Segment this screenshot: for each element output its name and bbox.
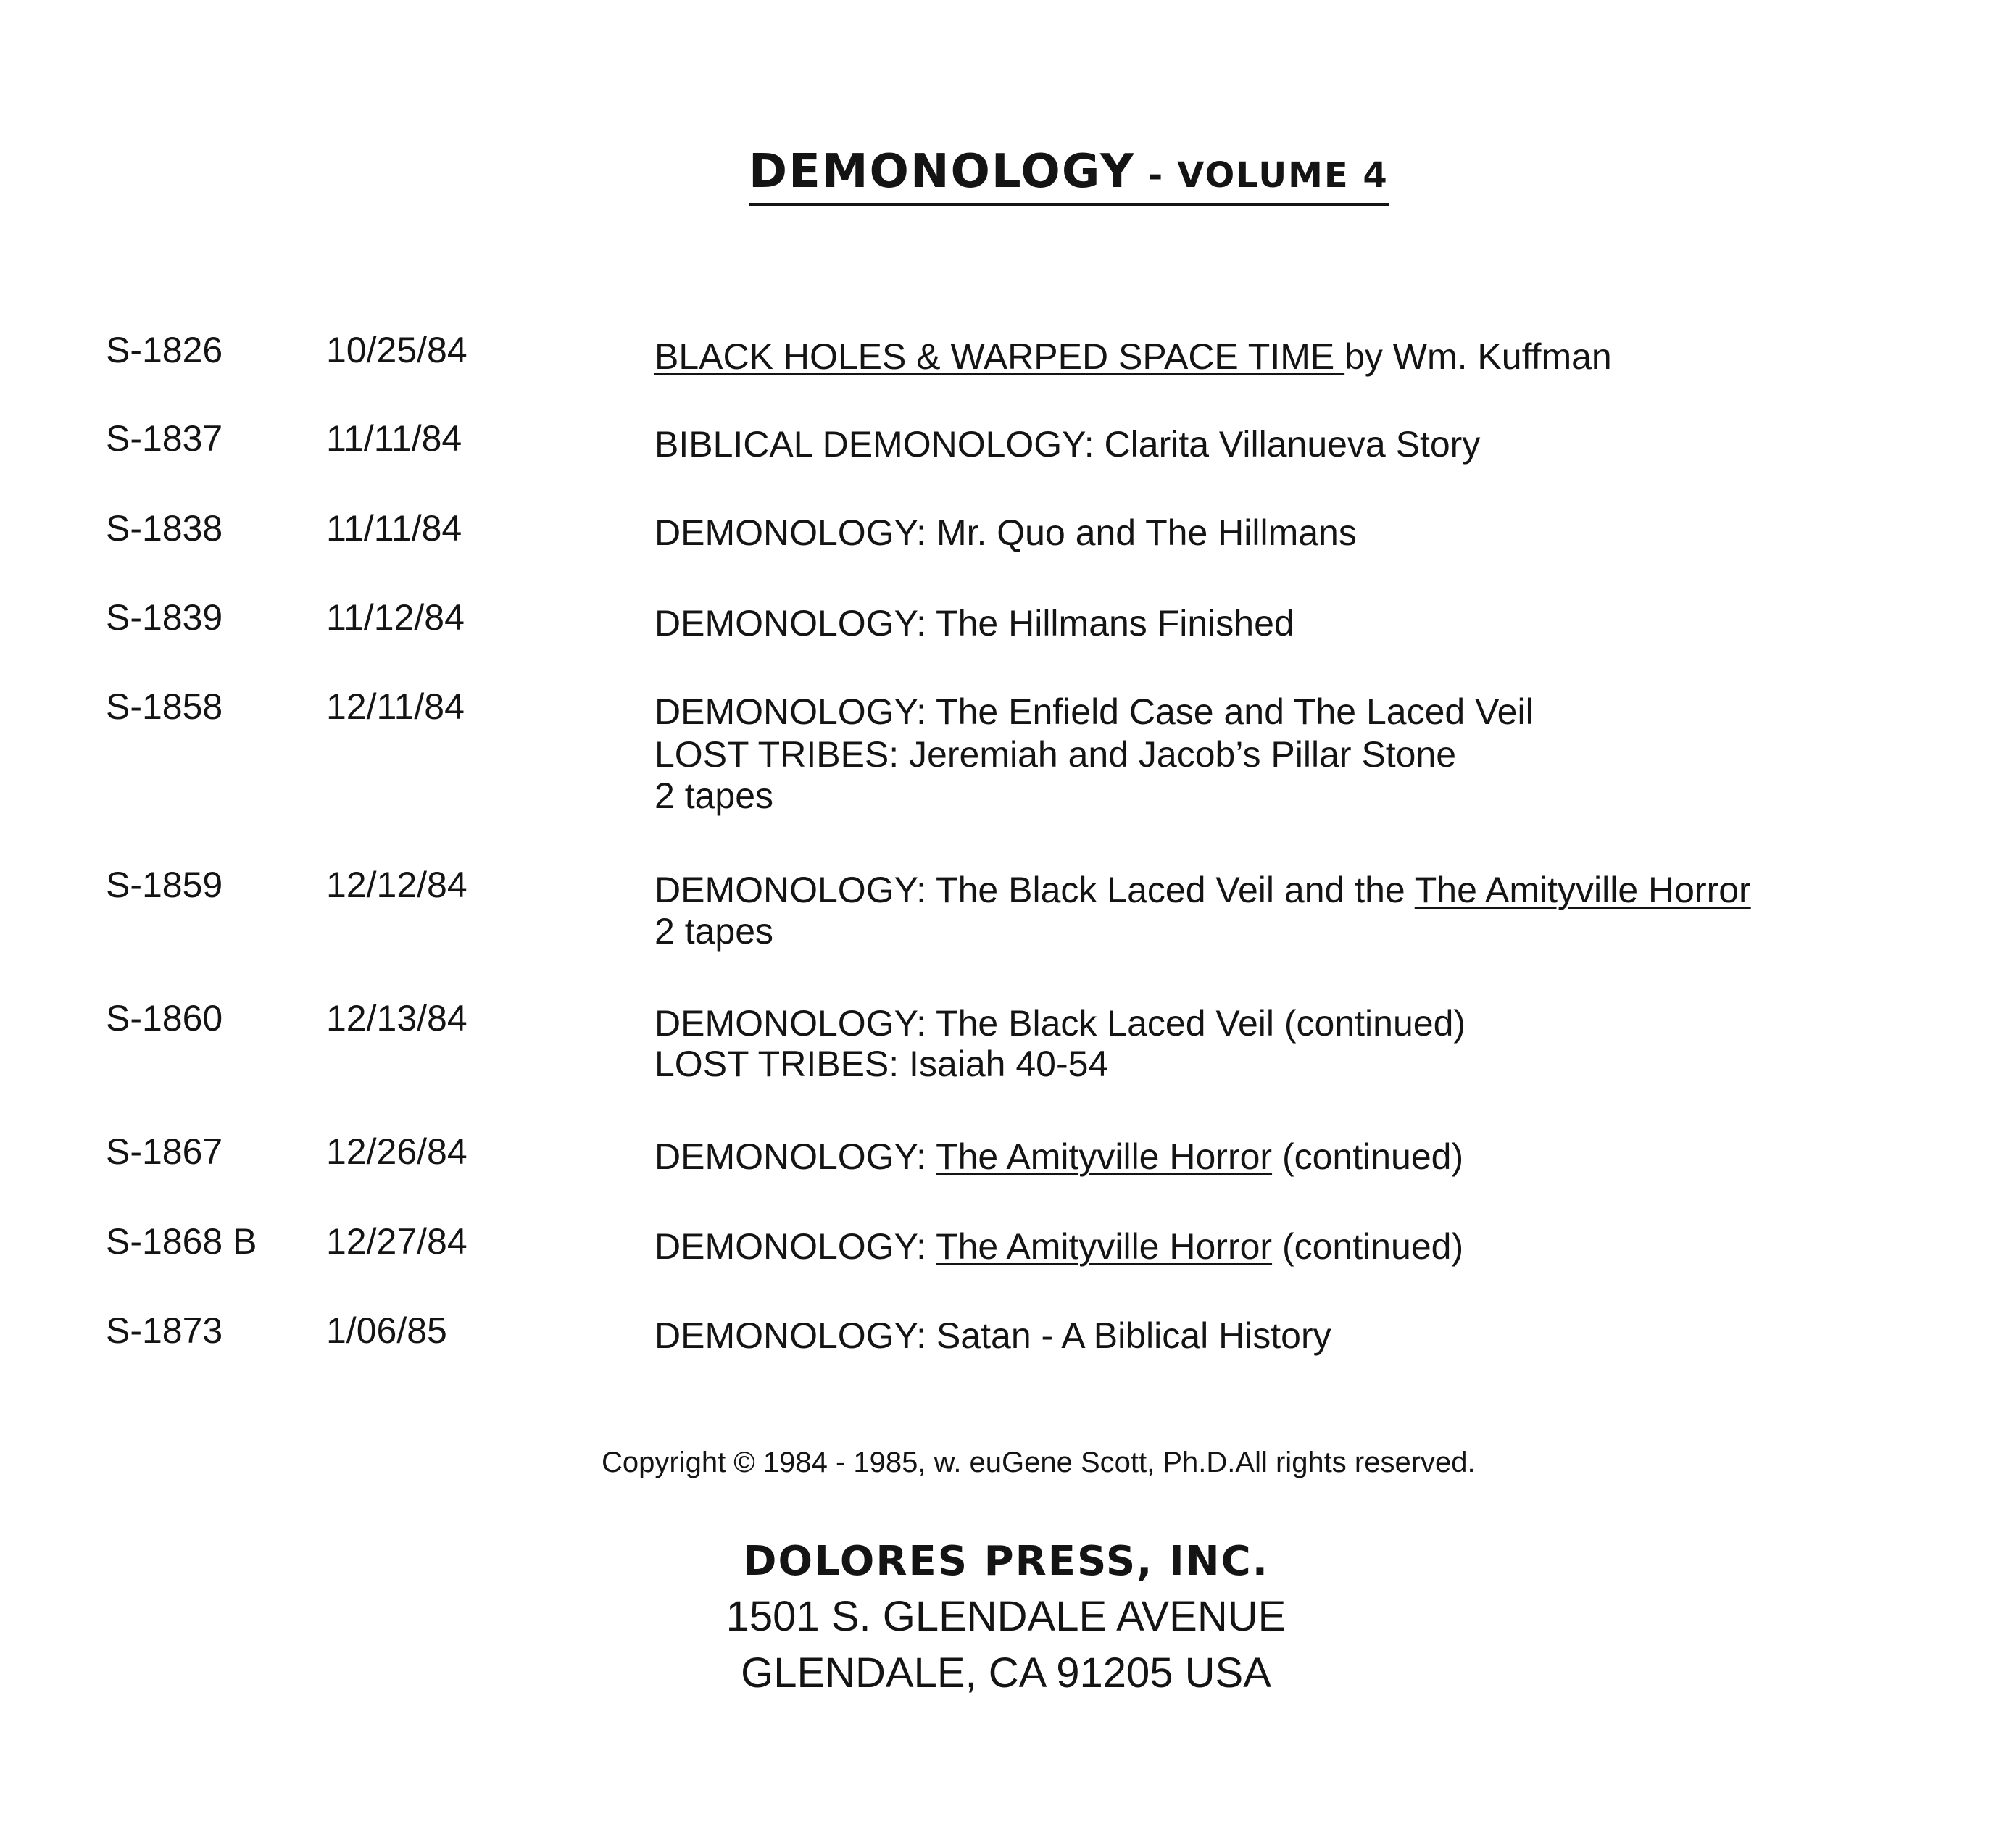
document-title [749,145,1389,206]
tape-date: 1/06/85 [326,1310,447,1351]
tape-description [654,1225,1463,1268]
tape-code: S-1867 [106,1131,223,1172]
description-text: DEMONOLOGY: The Black Laced Veil and the [654,870,1415,910]
description-suffix: (continued) [1272,1136,1464,1177]
underlined-title: The Amityville Horror [936,1136,1273,1177]
tape-code: S-1873 [106,1310,223,1351]
tape-code: S-1858 [106,686,223,727]
tape-code: S-1868 B [106,1221,257,1262]
tape-description [654,1135,1463,1178]
tape-date: 11/11/84 [326,418,462,459]
tape-description-line: LOST TRIBES: Isaiah 40-54 [654,1044,1109,1084]
tape-description-line [654,868,1751,912]
underlined-title: BLACK HOLES & WARPED SPACE TIME [654,336,1345,377]
tape-date: 10/25/84 [326,330,467,370]
tape-code: S-1839 [106,597,223,638]
tape-date: 11/11/84 [326,508,462,549]
tape-description [654,335,1612,378]
tape-code: S-1826 [106,330,223,370]
tape-description: DEMONOLOGY: Mr. Quo and The Hillmans [654,512,1357,553]
title-separator: - [1148,155,1165,196]
tape-date: 12/11/84 [326,686,465,727]
description-text: DEMONOLOGY: [654,1226,936,1267]
description-suffix: (continued) [1272,1226,1464,1267]
tape-date: 12/13/84 [326,998,467,1039]
copyright-notice: Copyright © 1984 - 1985, w. euGene Scott, Ph.D.All rights reserved. [602,1447,1476,1478]
tape-description-line: DEMONOLOGY: The Black Laced Veil (continued) [654,1003,1466,1044]
tape-description-line: LOST TRIBES: Jeremiah and Jacob’s Pillar Stone [654,734,1457,775]
tape-description: DEMONOLOGY: The Hillmans Finished [654,603,1294,644]
tape-date: 12/27/84 [326,1221,467,1262]
tape-description-line: 2 tapes [654,775,774,816]
tape-code: S-1838 [106,508,223,549]
publisher-address-line1: 1501 S. GLENDALE AVENUE [726,1593,1286,1640]
tape-description-line: DEMONOLOGY: The Enfield Case and The Laced Veil [654,691,1534,732]
tape-description-line: 2 tapes [654,911,774,952]
publisher-address-line2: GLENDALE, CA 91205 USA [741,1649,1271,1697]
tape-date: 11/12/84 [326,597,465,638]
tape-code: S-1837 [106,418,223,459]
tape-date: 12/26/84 [326,1131,467,1172]
underlined-title: The Amityville Horror [1414,870,1751,910]
tape-description: DEMONOLOGY: Satan - A Biblical History [654,1315,1331,1356]
publisher-name: DOLORES PRESS, INC. [743,1538,1269,1585]
tape-code: S-1859 [106,865,223,905]
title-main: DEMONOLOGY [749,145,1136,199]
title-volume: VOLUME 4 [1177,155,1389,196]
tape-date: 12/12/84 [326,865,467,905]
tape-description: BIBLICAL DEMONOLOGY: Clarita Villanueva Story [654,424,1481,465]
description-text: by Wm. Kuffman [1344,336,1612,377]
publisher-block [0,1535,2012,1702]
description-text: DEMONOLOGY: [654,1136,936,1177]
tape-code: S-1860 [106,998,223,1039]
underlined-title: The Amityville Horror [936,1226,1273,1267]
